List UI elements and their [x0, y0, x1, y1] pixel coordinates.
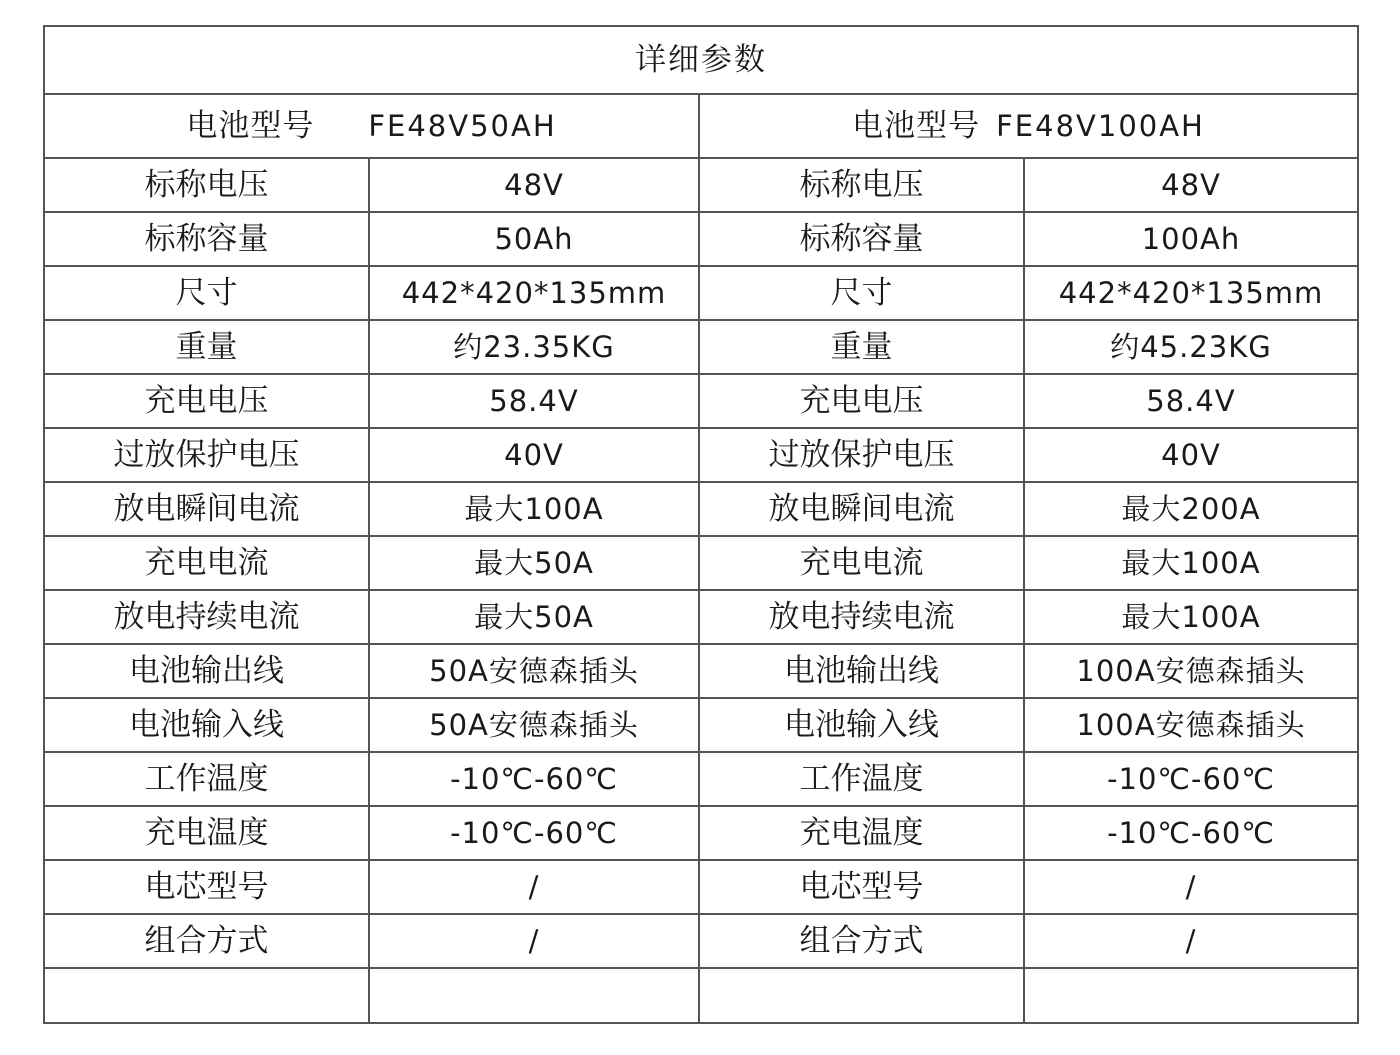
param-value-left: 最大100A — [369, 482, 699, 536]
param-label: 充电电流 — [44, 536, 369, 590]
param-label: 重量 — [44, 320, 369, 374]
model-label: 电池型号 — [186, 107, 315, 144]
param-value-left: / — [369, 860, 699, 914]
table-row — [44, 428, 1358, 482]
param-label: 尺寸 — [44, 266, 369, 320]
table-row — [44, 320, 1358, 374]
table-row — [44, 266, 1358, 320]
param-label: 标称容量 — [699, 212, 1024, 266]
empty-cell — [1024, 968, 1358, 1023]
param-value-left: 40V — [369, 428, 699, 482]
param-value-right: 100A安德森插头 — [1024, 644, 1358, 698]
param-value-left: 最大50A — [369, 536, 699, 590]
param-value-right: 最大200A — [1024, 482, 1358, 536]
param-label: 标称电压 — [699, 158, 1024, 212]
param-value-left: -10℃-60℃ — [369, 806, 699, 860]
param-value-left: / — [369, 914, 699, 968]
table-row — [44, 212, 1358, 266]
table-row — [44, 374, 1358, 428]
param-value-right: -10℃-60℃ — [1024, 806, 1358, 860]
param-value-right: 最大100A — [1024, 536, 1358, 590]
param-value-left: 50A安德森插头 — [369, 644, 699, 698]
param-label: 组合方式 — [699, 914, 1024, 968]
param-label: 充电温度 — [699, 806, 1024, 860]
param-label: 标称电压 — [44, 158, 369, 212]
table-row — [44, 860, 1358, 914]
param-value-right: 约45.23KG — [1024, 320, 1358, 374]
empty-row — [44, 968, 1358, 1023]
table-row — [44, 752, 1358, 806]
param-value-left: 约23.35KG — [369, 320, 699, 374]
param-label: 工作温度 — [699, 752, 1024, 806]
param-value-right: 48V — [1024, 158, 1358, 212]
param-value-left: -10℃-60℃ — [369, 752, 699, 806]
empty-cell — [699, 968, 1024, 1023]
param-label: 电芯型号 — [44, 860, 369, 914]
param-label: 充电电流 — [699, 536, 1024, 590]
param-label: 重量 — [699, 320, 1024, 374]
param-label: 放电瞬间电流 — [699, 482, 1024, 536]
model-value: FE48V50AH — [368, 108, 557, 143]
model-cell-left — [44, 94, 699, 158]
empty-cell — [44, 968, 369, 1023]
param-label: 放电持续电流 — [44, 590, 369, 644]
table-row — [44, 482, 1358, 536]
title-row — [44, 26, 1358, 94]
param-label: 电池输出线 — [44, 644, 369, 698]
table-row — [44, 914, 1358, 968]
param-value-right: 100A安德森插头 — [1024, 698, 1358, 752]
param-value-left: 50Ah — [369, 212, 699, 266]
empty-cell — [369, 968, 699, 1023]
param-label: 标称容量 — [44, 212, 369, 266]
param-value-left: 58.4V — [369, 374, 699, 428]
param-label: 工作温度 — [44, 752, 369, 806]
table-row — [44, 590, 1358, 644]
param-label: 电池输入线 — [44, 698, 369, 752]
param-value-right: / — [1024, 860, 1358, 914]
param-value-right: / — [1024, 914, 1358, 968]
spec-table — [43, 25, 1359, 1024]
table-row — [44, 806, 1358, 860]
param-value-right: 最大100A — [1024, 590, 1358, 644]
param-value-right: 58.4V — [1024, 374, 1358, 428]
param-label: 组合方式 — [44, 914, 369, 968]
param-value-right: 40V — [1024, 428, 1358, 482]
param-value-left: 50A安德森插头 — [369, 698, 699, 752]
param-value-right: 100Ah — [1024, 212, 1358, 266]
model-row — [44, 94, 1358, 158]
param-label: 放电持续电流 — [699, 590, 1024, 644]
model-label: 电池型号 — [852, 107, 981, 144]
table-row — [44, 644, 1358, 698]
table-row — [44, 536, 1358, 590]
param-value-right: -10℃-60℃ — [1024, 752, 1358, 806]
param-label: 过放保护电压 — [699, 428, 1024, 482]
param-label: 电池输入线 — [699, 698, 1024, 752]
param-label: 充电电压 — [699, 374, 1024, 428]
param-value-left: 最大50A — [369, 590, 699, 644]
param-label: 充电电压 — [44, 374, 369, 428]
param-label: 过放保护电压 — [44, 428, 369, 482]
param-label: 电池输出线 — [699, 644, 1024, 698]
table-row — [44, 698, 1358, 752]
param-label: 电芯型号 — [699, 860, 1024, 914]
table-title: 详细参数 — [44, 26, 1358, 94]
param-value-left: 442*420*135mm — [369, 266, 699, 320]
param-label: 放电瞬间电流 — [44, 482, 369, 536]
param-value-left: 48V — [369, 158, 699, 212]
param-label: 充电温度 — [44, 806, 369, 860]
model-value: FE48V100AH — [996, 108, 1205, 143]
param-value-right: 442*420*135mm — [1024, 266, 1358, 320]
param-label: 尺寸 — [699, 266, 1024, 320]
model-cell-right — [699, 94, 1358, 158]
table-row — [44, 158, 1358, 212]
